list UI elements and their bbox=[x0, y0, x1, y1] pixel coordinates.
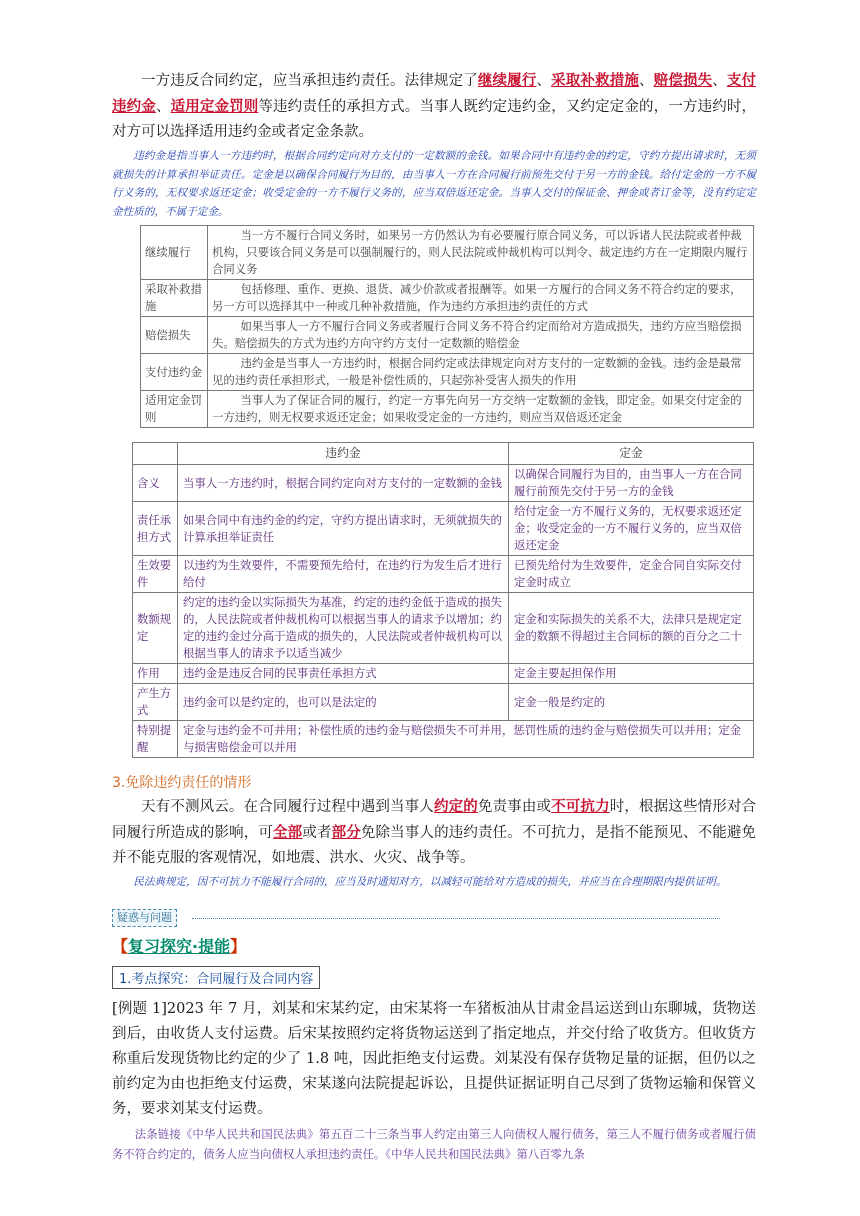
law-link: 法条链接《中华人民共和国民法典》第五百二十三条当事人约定由第三人向债权人履行债务，第三人不履行债务或者履行债务不符合约定的，债务人应当向债权人承担违约责任。《中华人民共和国民法典》第八百零九条 bbox=[112, 1126, 756, 1161]
keyword-part: 部分 bbox=[331, 824, 361, 841]
questions-badge: 疑惑与问题 bbox=[112, 909, 177, 927]
note-liquidated-damages: 违约金是指当事人一方违约时，根据合同约定向对方支付的一定数额的金钱。如果合同中有违约金的约定，守约方提出请求时，无须就损失的计算承担举证责任。定金是以确保合同履行为目的，由当事人一方在合同履行前预先交付于另一方的金钱。给付定金的一方不履行义务的，无权要求返还定金；收受定金的一方不履行义务的，应当双倍返还定金。当事人交付的保证金、押金或者订金等，没有约定定金性质的，不属于定金。 bbox=[112, 150, 756, 218]
column-header-deposit: 定金 bbox=[509, 443, 754, 465]
note-force-majeure: 民法典规定，因不可抗力不能履行合同的，应当及时通知对方，以减轻可能给对方造成的损失，并应当在合理期限内提供证明。 bbox=[133, 876, 727, 888]
document-page bbox=[112, 68, 756, 1164]
dotted-line bbox=[192, 918, 720, 919]
keyword-continue-performance: 继续履行 bbox=[477, 72, 537, 89]
keyword-compensation: 赔偿损失 bbox=[653, 72, 713, 89]
section-3-title: 3.免除违约责任的情形 bbox=[112, 775, 252, 791]
key-point-box: 1.考点探究：合同履行及合同内容 bbox=[112, 966, 320, 989]
column-header-liquidated-damages: 违约金 bbox=[178, 443, 509, 465]
keyword-liquidated-damages: 支付违约金 bbox=[112, 72, 757, 115]
intro-paragraph: 一方违反合同约定，应当承担违约责任。法律规定了继续履行、采取补救措施、赔偿损失、支付违约金、适用定金罚则等违约责任的承担方式。当事人既约定违约金，又约定定金的，一方违约时，对方可以选择适用违约金或者定金条款。 bbox=[112, 72, 757, 140]
table-row: 作用 违约金是违反合同的民事责任承担方式 定金主要起担保作用 bbox=[133, 664, 754, 684]
table-row: 特别提醒 定金与违约金不可并用；补偿性质的违约金与赔偿损失不可并用，惩罚性质的违约金与赔偿损失可以并用；定金与损害赔偿金可以并用 bbox=[133, 721, 754, 758]
table-row: 继续履行 当一方不履行合同义务时，如果另一方仍然认为有必要履行原合同义务，可以诉诸人民法院或者仲裁机构，只要该合同义务是可以强制履行的，则人民法院或仲裁机构可以判令、裁定违约方在一定期限内履行合同义务 bbox=[141, 226, 754, 280]
keyword-remedial-measures: 采取补救措施 bbox=[551, 72, 640, 89]
keyword-deposit-penalty: 适用定金罚则 bbox=[170, 98, 259, 115]
table-row: 赔偿损失 如果当事人一方不履行合同义务或者履行合同义务不符合约定而给对方造成损失，违约方应当赔偿损失。赔偿损失的方式为违约方向守约方支付一定数额的赔偿金 bbox=[141, 317, 754, 354]
table-row: 采取补救措施 包括修理、重作、更换、退货、减少价款或者报酬等。如果一方履行的合同义务不符合约定的要求，另一方可以选择其中一种或几种补救措施，作为违约方承担违约责任的方式 bbox=[141, 280, 754, 317]
table-row: 产生方式 违约金可以是约定的，也可以是法定的 定金一般是约定的 bbox=[133, 684, 754, 721]
example-paragraph: [例题 1]2023 年 7 月，刘某和宋某约定，由宋某将一车猪板油从甘肃金昌运送到山东聊城，货物送到后，由收货人支付运费。后宋某按照约定将货物运送到了指定地点，并交付给了收货方。但收货方称重后发现货物比约定的少了 1.8 吨，因此拒绝支付运费。刘某没有保存货物足量的证据，但仍以之前约定为由也拒绝支付运费，宋某遂向法院提起诉讼，且提供证据证明自己尽到了货物运输和保管义务，要求刘某支付运费。 bbox=[112, 1000, 756, 1117]
comparison-table bbox=[132, 442, 754, 758]
table-row: 责任承担方式 如果合同中有违约金的约定，守约方提出请求时，无须就损失的计算承担举证责任 给付定金一方不履行义务的，无权要求返还定金；收受定金的一方不履行义务的，应当双倍返还定金 bbox=[133, 502, 754, 556]
table-row: 生效要件 以违约为生效要件，不需要预先给付，在违约行为发生后才进行给付 已预先给付为生效要件，定金合同自实际交付定金时成立 bbox=[133, 556, 754, 593]
exemption-paragraph: 天有不测风云。在合同履行过程中遇到当事人约定的免责事由或不可抗力时，根据这些情形对合同履行所造成的影响，可全部或者部分免除当事人的违约责任。不可抗力，是指不能预见、不能避免并不能克服的客观情况，如地震、洪水、火灾、战争等。 bbox=[112, 798, 757, 866]
liability-methods-table bbox=[140, 225, 754, 428]
review-heading: 【复习探究·提能】 bbox=[112, 936, 247, 956]
table-row: 数额规定 约定的违约金以实际损失为基准，约定的违约金低于造成的损失的，人民法院或者仲裁机构可以根据当事人的请求予以增加；约定的违约金过分高于造成的损失的，人民法院或者仲裁机构可以根据当事人的请求予以适当减少 定金和实际损失的关系不大，法律只是规定定金的数额不得超过主合同标的额的百分之二十 bbox=[133, 593, 754, 664]
keyword-agreed: 约定的 bbox=[433, 798, 478, 815]
questions-divider bbox=[112, 906, 756, 928]
keyword-all: 全部 bbox=[273, 824, 303, 841]
keyword-force-majeure: 不可抗力 bbox=[551, 798, 610, 815]
table-row: 含义 当事人一方违约时，根据合同约定向对方支付的一定数额的金钱 以确保合同履行为目的，由当事人一方在合同履行前预先交付于另一方的金钱 bbox=[133, 465, 754, 502]
table-row: 支付违约金 违约金是当事人一方违约时，根据合同约定或法律规定向对方支付的一定数额的金钱。违约金是最常见的违约责任承担形式，一般是补偿性质的，只起弥补受害人损失的作用 bbox=[141, 354, 754, 391]
table-row: 适用定金罚则 当事人为了保证合同的履行，约定一方事先向另一方交纳一定数额的金钱，即定金。如果交付定金的一方违约，则无权要求返还定金；如果收受定金的一方违约，则应当双倍返还定金 bbox=[141, 391, 754, 428]
example-label: [例题 1] bbox=[112, 1000, 167, 1017]
table-header-row bbox=[133, 443, 754, 465]
